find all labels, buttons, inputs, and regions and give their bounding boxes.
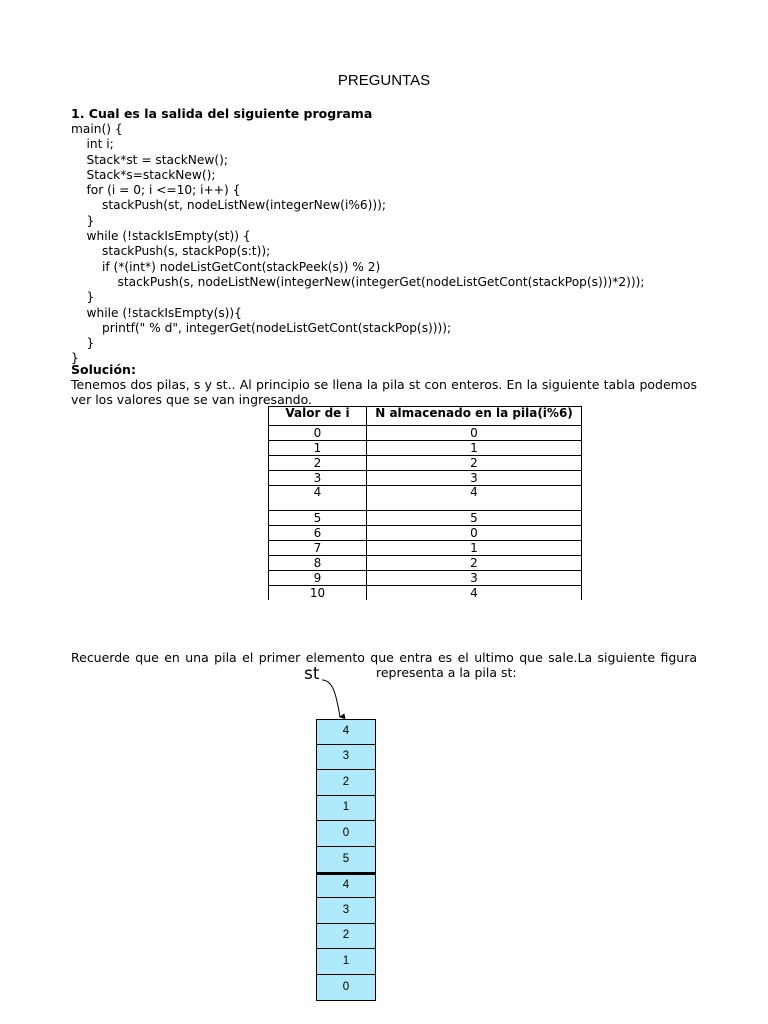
table-cell-value: 0	[367, 426, 582, 441]
stack-cell: 4	[316, 719, 376, 745]
solution-text: Tenemos dos pilas, s y st.. Al principio se llena la pila st con enteros. En la siguiente tabla podemos ver los valores que se van ingresando.	[71, 377, 697, 407]
table-cell-value: 5	[367, 511, 582, 526]
values-table	[268, 406, 582, 600]
stack-explanation-text: Recuerde que en una pila el primer elemento que entra es el ultimo que sale.La siguiente figura	[71, 650, 697, 665]
table-header-i: Valor de i	[269, 407, 367, 426]
stack-name-label: st	[304, 664, 320, 684]
table-row	[269, 526, 582, 541]
table-row	[269, 511, 582, 526]
table-cell-value: 0	[367, 526, 582, 541]
stack-cell: 2	[316, 924, 376, 950]
page-title: PREGUNTAS	[337, 72, 431, 89]
stack-cell: 0	[316, 975, 376, 1001]
table-cell-i: 1	[269, 441, 367, 456]
question-heading: 1. Cual es la salida del siguiente programa	[71, 106, 373, 121]
table-row	[269, 571, 582, 586]
stack-cell: 1	[316, 949, 376, 975]
table-header-value: N almacenado en la pila(i%6)	[367, 407, 582, 426]
code-block: main() { int i; Stack*st = stackNew(); Stack*s=stackNew(); for (i = 0; i <=10; i++) { stackPush(st, nodeListNew(integerNew(i%6))); } while (!stackIsEmpty(st)) { stackPush(s, stackPop(s:t)); if (*(int*) nodeListGetCont(stackPeek(s)) % 2) stackPush(s, nodeListNew(integerNew(integerGet(nodeListGetCont(stackPop(s)))*2))); } while (!stackIsEmpty(s)){ printf(" % d", integerGet(nodeListGetCont(stackPop(s)))); } }	[71, 122, 645, 366]
table-cell-value: 3	[367, 471, 582, 486]
table-row	[269, 456, 582, 471]
table-cell-i: 9	[269, 571, 367, 586]
stack-cell: 2	[316, 770, 376, 796]
table-cell-i: 4	[269, 486, 367, 511]
table-row	[269, 471, 582, 486]
table-row	[269, 556, 582, 571]
stack-caption: representa a la pila st:	[376, 665, 517, 680]
stack-cell: 5	[316, 847, 376, 873]
table-cell-i: 10	[269, 586, 367, 601]
table-header-row	[269, 407, 582, 426]
stack-pointer-arrow-icon	[300, 660, 360, 724]
table-cell-value: 2	[367, 456, 582, 471]
table-cell-i: 8	[269, 556, 367, 571]
table-body	[269, 426, 582, 601]
table-cell-i: 7	[269, 541, 367, 556]
table-cell-i: 0	[269, 426, 367, 441]
table-cell-value: 4	[367, 586, 582, 601]
stack-diagram	[316, 719, 376, 1001]
table-row	[269, 486, 582, 511]
table-row	[269, 586, 582, 601]
table-row	[269, 426, 582, 441]
stack-cell: 3	[316, 745, 376, 771]
table-cell-i: 2	[269, 456, 367, 471]
stack-cell: 0	[316, 821, 376, 847]
table-cell-i: 3	[269, 471, 367, 486]
table-cell-value: 4	[367, 486, 582, 511]
stack-cell: 4	[316, 873, 376, 899]
table-row	[269, 541, 582, 556]
table-cell-i: 6	[269, 526, 367, 541]
table-cell-value: 1	[367, 541, 582, 556]
stack-cell: 1	[316, 796, 376, 822]
table-cell-value: 3	[367, 571, 582, 586]
table-cell-i: 5	[269, 511, 367, 526]
table-cell-value: 1	[367, 441, 582, 456]
stack-cell: 3	[316, 898, 376, 924]
table-row	[269, 441, 582, 456]
table-cell-value: 2	[367, 556, 582, 571]
solution-label: Solución:	[71, 362, 136, 377]
